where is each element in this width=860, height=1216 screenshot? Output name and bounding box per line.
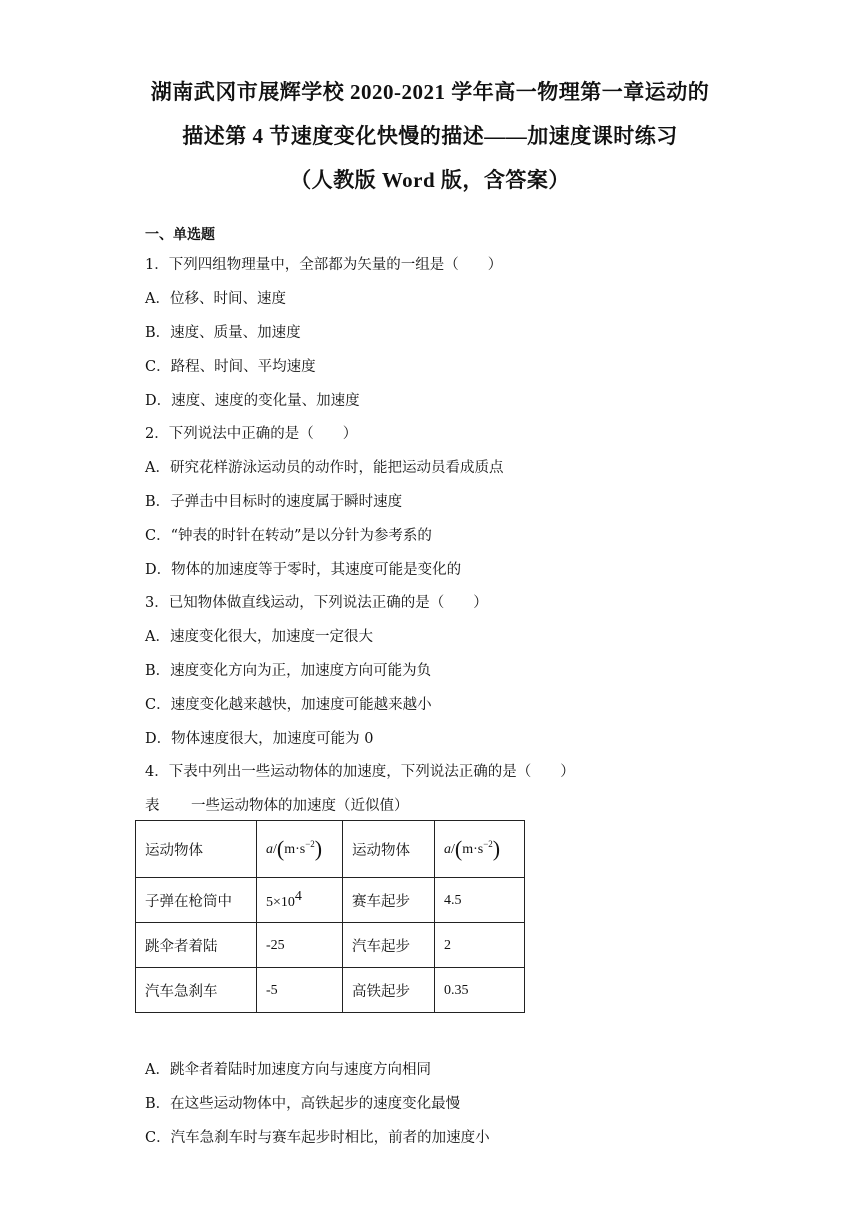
table-row [136, 923, 525, 968]
table-cell-acceleration: 2 [435, 923, 525, 968]
document-title-line-3: （人教版 Word 版，含答案） [290, 168, 570, 192]
question-1-option-a: A．位移、时间、速度 [145, 291, 286, 307]
question-1-option-c: C．路程、时间、平均速度 [145, 359, 316, 375]
question-2-option-c: C．“钟表的时针在转动”是以分针为参考系的 [145, 528, 432, 544]
acceleration-table [135, 820, 525, 1013]
question-3-stem: 3．已知物体做直线运动，下列说法正确的是（ ） [145, 595, 488, 611]
table-caption-label: 表 [145, 798, 160, 814]
table-row [136, 968, 525, 1013]
header-acceleration-unit-1: $a/(m\cdot s^{-2})$ [257, 821, 343, 878]
header-object-1: 运动物体 [136, 821, 257, 878]
table-cell-object: 汽车起步 [343, 923, 435, 968]
table-caption [145, 794, 409, 815]
question-3-option-b: B．速度变化方向为正，加速度方向可能为负 [145, 663, 432, 679]
section-heading: 一、单选题 [145, 227, 215, 243]
table-cell-object: 汽车急刹车 [136, 968, 257, 1013]
question-2-stem: 2．下列说法中正确的是（ ） [145, 426, 358, 442]
document-title-line-1: 湖南武冈市展辉学校 2020-2021 学年高一物理第一章运动的 [150, 80, 710, 104]
table-header-row [136, 821, 525, 878]
question-4-option-a: A．跳伞者着陆时加速度方向与速度方向相同 [145, 1062, 431, 1078]
table-cell-object: 子弹在枪筒中 [136, 878, 257, 923]
question-4-option-b: B．在这些运动物体中，高铁起步的速度变化最慢 [145, 1096, 461, 1112]
question-2-option-d: D．物体的加速度等于零时，其速度可能是变化的 [145, 562, 462, 578]
question-4-stem: 4．下表中列出一些运动物体的加速度，下列说法正确的是（ ） [145, 764, 575, 780]
table-cell-object: 跳伞者着陆 [136, 923, 257, 968]
question-3-option-a: A．速度变化很大，加速度一定很大 [145, 629, 373, 645]
question-2-option-b: B．子弹击中目标时的速度属于瞬时速度 [145, 494, 403, 510]
table-row [136, 878, 525, 923]
question-1-option-d: D．速度、速度的变化量、加速度 [145, 393, 360, 409]
question-1-stem: 1．下列四组物理量中，全部都为矢量的一组是（ ） [145, 257, 503, 273]
document-title-line-2: 描述第 4 节速度变化快慢的描述——加速度课时练习 [182, 124, 678, 148]
table-cell-acceleration: 4.5 [435, 878, 525, 923]
table-cell-acceleration: -5 [257, 968, 343, 1013]
question-3-option-d: D．物体速度很大，加速度可能为 0 [145, 731, 374, 747]
header-acceleration-unit-2: $a/(m\cdot s^{-2})$ [435, 821, 525, 878]
question-3-option-c: C．速度变化越来越快，加速度可能越来越小 [145, 697, 432, 713]
table-cell-object: 高铁起步 [343, 968, 435, 1013]
table-caption-text: 一些运动物体的加速度（近似值） [191, 798, 409, 814]
question-4-option-c: C．汽车急刹车时与赛车起步时相比，前者的加速度小 [145, 1130, 490, 1146]
table-cell-object: 赛车起步 [343, 878, 435, 923]
table-cell-acceleration: $5\times 10^4$ [257, 878, 343, 923]
question-2-option-a: A．研究花样游泳运动员的动作时，能把运动员看成质点 [145, 460, 504, 476]
table-cell-acceleration: -25 [257, 923, 343, 968]
header-object-2: 运动物体 [343, 821, 435, 878]
question-1-option-b: B．速度、质量、加速度 [145, 325, 301, 341]
table-cell-acceleration: 0.35 [435, 968, 525, 1013]
